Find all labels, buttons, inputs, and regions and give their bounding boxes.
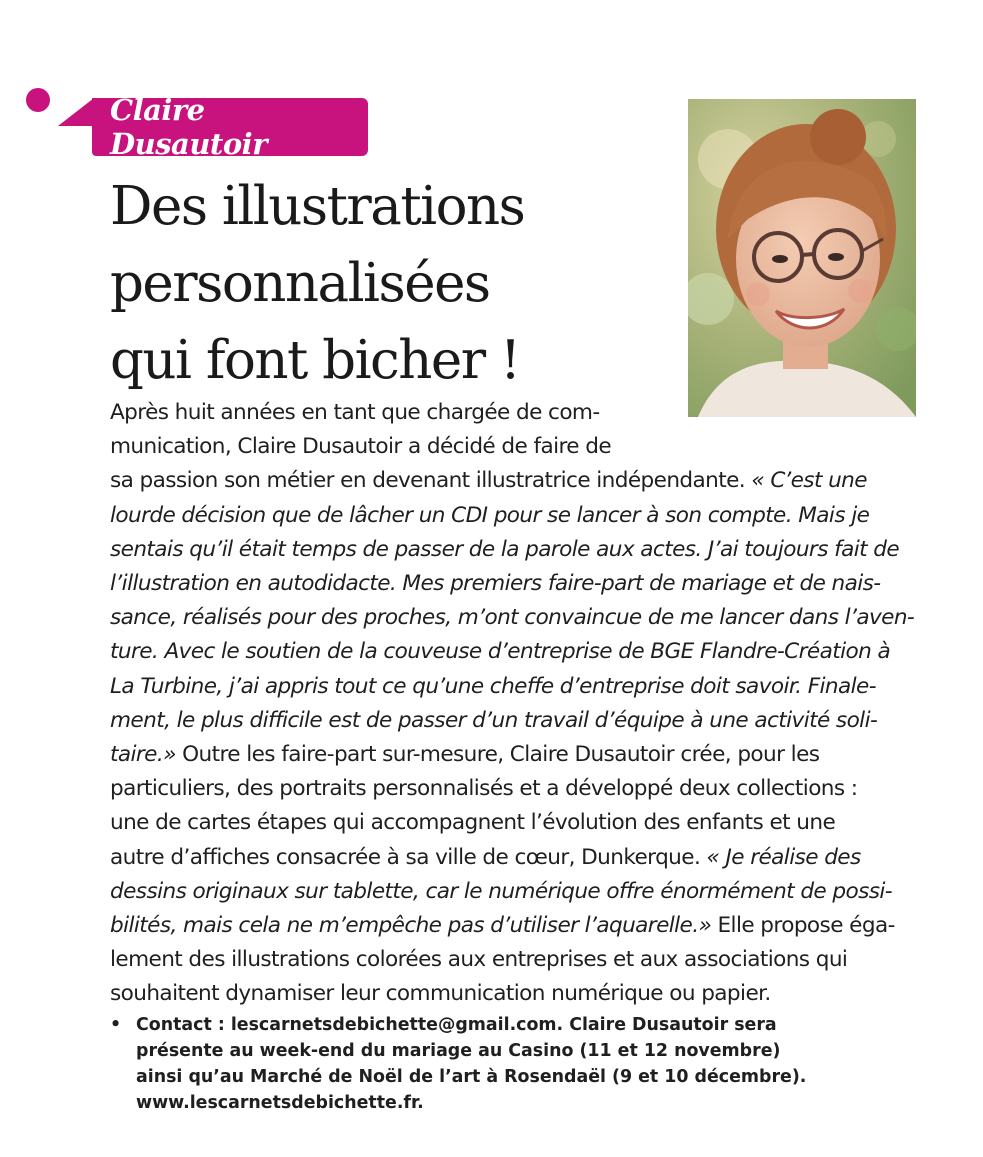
article-line <box>110 601 918 635</box>
article-line <box>110 875 918 909</box>
portrait-photo <box>688 99 916 417</box>
body-text: particuliers, des portraits personnalisés et a développé deux collections : <box>110 776 858 802</box>
quote-text: ment, le plus difficile est de passer d’un travail d’équipe à une activité soli- <box>110 707 878 733</box>
article-line <box>110 909 918 943</box>
portrait-illustration <box>688 99 916 417</box>
quote-text: ture. Avec le soutien de la couveuse d’entreprise de BGE Flandre-Création à <box>110 639 891 665</box>
article-body <box>110 396 918 1012</box>
quote-text: sentais qu’il était temps de passer de la parole aux actes. J’ai toujours fait de <box>110 536 900 562</box>
article-line <box>110 806 918 840</box>
quote-text: « C’est une <box>751 468 867 494</box>
article-line <box>110 430 918 464</box>
article-line <box>110 704 918 738</box>
body-text: sa passion son métier en devenant illustratrice indépendante. <box>110 468 752 494</box>
article-line <box>110 533 918 567</box>
quote-text: bilités, mais cela ne m’empêche pas d’utiliser l’aquarelle.» <box>110 913 712 939</box>
body-text: autre d’affiches consacrée à sa ville de cœur, Dunkerque. <box>110 844 707 870</box>
quote-text: dessins originaux sur tablette, car le numérique offre énormément de possi- <box>110 878 892 904</box>
contact-line: présente au week-end du mariage au Casino (11 et 12 novembre) <box>136 1041 781 1061</box>
quote-text: lourde décision que de lâcher un CDI pour se lancer à son compte. Mais je <box>110 502 870 528</box>
article-line <box>110 772 918 806</box>
article-line <box>110 670 918 704</box>
body-text: munication, Claire Dusautoir a décidé de faire de <box>110 434 612 460</box>
bullet-marker: • <box>110 1015 122 1035</box>
body-text: une de cartes étapes qui accompagnent l’évolution des enfants et une <box>110 810 836 836</box>
decorative-dot <box>26 88 50 112</box>
contact-line: ainsi qu’au Marché de Noël de l’art à Rosendaël (9 et 10 décembre). <box>136 1067 807 1087</box>
body-text: lement des illustrations colorées aux entreprises et aux associations qui <box>110 947 848 973</box>
quote-text: La Turbine, j’ai appris tout ce qu’une cheffe d’entreprise doit savoir. Finale- <box>110 673 876 699</box>
body-text: Après huit années en tant que chargée de com- <box>110 400 600 425</box>
article-line <box>110 977 918 1011</box>
contact-block <box>110 1012 930 1116</box>
article-line <box>110 635 918 669</box>
body-text: souhaitent dynamiser leur communication numérique ou papier. <box>110 981 771 1007</box>
article-line <box>110 943 918 977</box>
byline-tag-tail <box>58 98 94 126</box>
contact-line: Contact : lescarnetsdebichette@gmail.com. Claire Dusautoir sera <box>136 1015 777 1035</box>
quote-text: taire.» <box>110 742 176 768</box>
headline <box>110 168 670 399</box>
headline-line: Des illustrations <box>110 176 525 237</box>
body-text: Outre les faire-part sur-mesure, Claire Dusautoir crée, pour les <box>175 742 820 768</box>
body-text: Elle propose éga- <box>711 913 895 939</box>
quote-text: sance, réalisés pour des proches, m’ont convaincue de me lancer dans l’aven- <box>110 605 915 631</box>
quote-text: « Je réalise des <box>706 844 861 870</box>
article-line <box>110 738 918 772</box>
quote-text: l’illustration en autodidacte. Mes premiers faire-part de mariage et de nais- <box>110 571 881 597</box>
byline-tag <box>92 93 368 161</box>
article-line <box>110 567 918 601</box>
article-line <box>110 396 918 430</box>
article-line <box>110 464 918 498</box>
headline-line: qui font bicher ! <box>110 330 520 391</box>
byline-name: Claire Dusautoir <box>110 93 267 161</box>
headline-line: personnalisées <box>110 253 490 314</box>
article-line <box>110 499 918 533</box>
article-line <box>110 841 918 875</box>
contact-line: www.lescarnetsdebichette.fr. <box>136 1093 424 1113</box>
